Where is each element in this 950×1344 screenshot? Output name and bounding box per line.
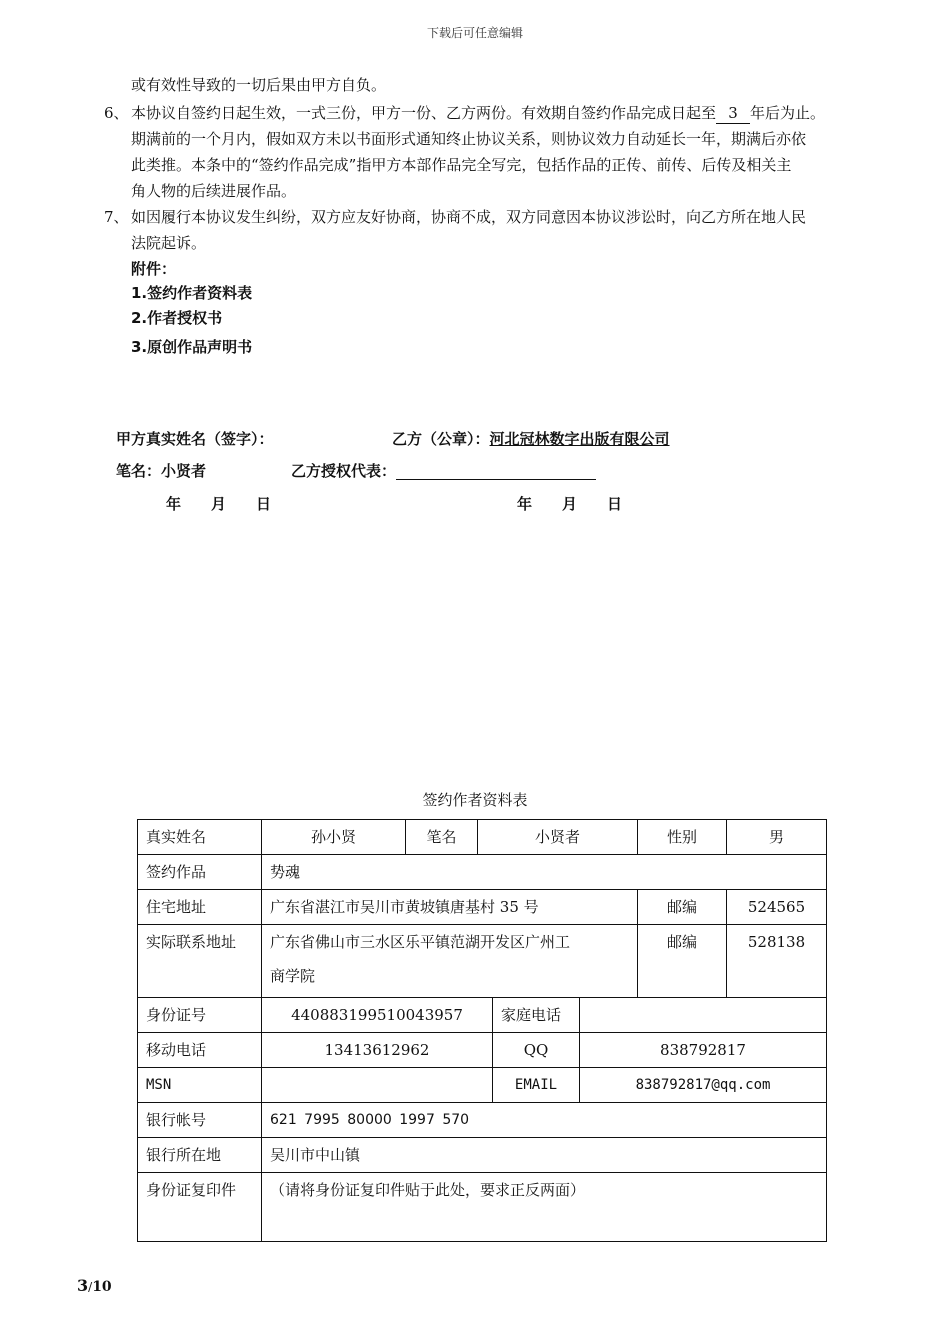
attachments-title: 附件： <box>131 260 177 278</box>
qq-label: QQ <box>493 1033 580 1068</box>
page-separator: / <box>88 1280 93 1294</box>
real-name-value: 孙小贤 <box>262 820 406 855</box>
id-number-value: 440883199510043957 <box>262 998 493 1033</box>
party-b-rep-signature-line <box>396 461 596 480</box>
page-header: 下载后可任意编辑 <box>426 26 523 40</box>
mobile-label: 移动电话 <box>138 1033 262 1068</box>
home-zip-label: 邮编 <box>638 890 727 925</box>
contact-address-line-2: 商学院 <box>270 967 316 985</box>
clause-6-years: 3 <box>716 103 750 124</box>
home-address-label: 住宅地址 <box>138 890 262 925</box>
page-current: 3 <box>77 1276 89 1295</box>
contact-zip-value: 528138 <box>727 925 827 998</box>
bank-account-value: 621 7995 80000 1997 570 <box>262 1103 827 1138</box>
work-value: 势魂 <box>262 855 827 890</box>
clause-6-line-2: 期满前的一个月内，假如双方未以书面形式通知终止协议关系，则协议效力自动延长一年，期满后亦依 <box>131 130 807 148</box>
gender-label: 性别 <box>638 820 727 855</box>
real-name-label: 真实姓名 <box>138 820 262 855</box>
party-b-rep-label: 乙方授权代表： <box>291 462 397 480</box>
bank-account-label: 银行帐号 <box>138 1103 262 1138</box>
page-total: 10 <box>92 1279 112 1295</box>
home-address-value: 广东省湛江市吴川市黄坡镇唐基村 35 号 <box>262 890 638 925</box>
pen-name: 笔名：小贤者 <box>116 462 207 480</box>
clause-7-line-1: 如因履行本协议发生纠纷，双方应友好协商，协商不成，双方同意因本协议涉讼时，向乙方所在地人民 <box>131 208 807 226</box>
author-info-table <box>137 819 827 1242</box>
pen-name-label: 笔名 <box>406 820 478 855</box>
bank-location-label: 银行所在地 <box>138 1138 262 1173</box>
id-copy-label: 身份证复印件 <box>138 1173 262 1242</box>
party-b-seal <box>392 426 670 452</box>
msn-value <box>262 1068 493 1103</box>
clause-6-line-1 <box>131 100 825 126</box>
attachment-item-3: 3.原创作品声明书 <box>131 338 253 356</box>
contact-address-label: 实际联系地址 <box>138 925 262 998</box>
date-left: 年 月 日 <box>166 495 272 513</box>
pen-name-value: 小贤者 <box>478 820 638 855</box>
party-a-name-label: 甲方真实姓名（签字）： <box>116 430 274 448</box>
clause-7-line-2: 法院起诉。 <box>131 234 207 252</box>
clause-6-line-4: 角人物的后续进展作品。 <box>131 182 297 200</box>
email-label: EMAIL <box>493 1068 580 1103</box>
contact-address-line-1: 广东省佛山市三水区乐平镇范湖开发区广州工 <box>270 933 571 951</box>
bank-location-value: 吴川市中山镇 <box>262 1138 827 1173</box>
id-number-label: 身份证号 <box>138 998 262 1033</box>
party-b-representative <box>291 458 596 484</box>
attachment-item-1: 1.签约作者资料表 <box>131 284 253 302</box>
page-number <box>77 1276 112 1295</box>
qq-value: 838792817 <box>580 1033 827 1068</box>
mobile-value: 13413612962 <box>262 1033 493 1068</box>
home-zip-value: 524565 <box>727 890 827 925</box>
contact-address-value <box>262 925 638 998</box>
home-phone-label: 家庭电话 <box>493 998 580 1033</box>
clause-6-number: 6、 <box>104 104 129 122</box>
clause-6-line-3: 此类推。本条中的“签约作品完成”指甲方本部作品完全写完，包括作品的正传、前传、后传及相关主 <box>131 156 792 174</box>
gender-value: 男 <box>727 820 827 855</box>
party-b-label: 乙方（公章）： <box>392 430 490 448</box>
contact-zip-label: 邮编 <box>638 925 727 998</box>
party-b-company: 河北冠林数字出版有限公司 <box>489 430 670 448</box>
home-phone-value <box>580 998 827 1033</box>
email-value: 838792817@qq.com <box>580 1068 827 1103</box>
clause-7-number: 7、 <box>104 208 129 226</box>
clause-6-text-b: 年后为止。 <box>750 104 826 122</box>
attachment-item-2: 2.作者授权书 <box>131 309 223 327</box>
work-label: 签约作品 <box>138 855 262 890</box>
date-right: 年 月 日 <box>517 495 623 513</box>
id-copy-area: （请将身份证复印件贴于此处，要求正反两面） <box>262 1173 827 1242</box>
clause-continuation: 或有效性导致的一切后果由甲方自负。 <box>131 76 387 94</box>
table-title: 签约作者资料表 <box>422 791 528 809</box>
msn-label: MSN <box>138 1068 262 1103</box>
clause-6-text-a: 本协议自签约日起生效，一式三份，甲方一份、乙方两份。有效期自签约作品完成日起至 <box>131 104 717 122</box>
